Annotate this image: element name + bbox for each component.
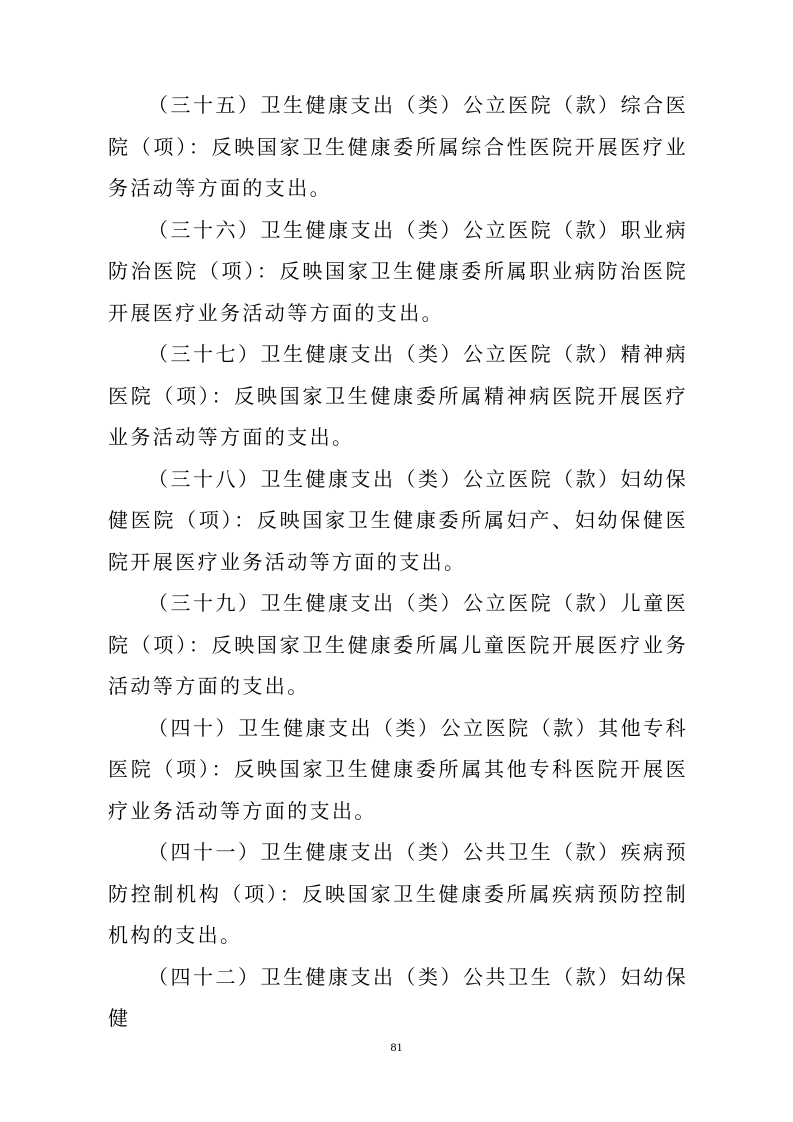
document-body	[108, 85, 688, 1040]
paragraph-42: （四十二）卫生健康支出（类）公共卫生（款）妇幼保健	[108, 964, 688, 1030]
paragraph-39: （三十九）卫生健康支出（类）公立医院（款）儿童医院（项）：反映国家卫生健康委所属儿童医院开展医疗业务活动等方面的支出。	[108, 591, 688, 698]
paragraph-35: （三十五）卫生健康支出（类）公立医院（款）综合医院（项）：反映国家卫生健康委所属综合性医院开展医疗业务活动等方面的支出。	[108, 93, 688, 200]
paragraph-38: （三十八）卫生健康支出（类）公立医院（款）妇幼保健医院（项）：反映国家卫生健康委所属妇产、妇幼保健医院开展医疗业务活动等方面的支出。	[108, 466, 688, 574]
paragraph-36: （三十六）卫生健康支出（类）公立医院（款）职业病防治医院（项）：反映国家卫生健康委所属职业病防治医院开展医疗业务活动等方面的支出。	[108, 217, 688, 325]
paragraph-41: （四十一）卫生健康支出（类）公共卫生（款）疾病预防控制机构（项）：反映国家卫生健康委所属疾病预防控制机构的支出。	[108, 840, 688, 947]
paragraph-40: （四十）卫生健康支出（类）公立医院（款）其他专科医院（项）：反映国家卫生健康委所属其他专科医院开展医疗业务活动等方面的支出。	[108, 715, 688, 823]
page-number: 81	[390, 1040, 403, 1054]
paragraph-37: （三十七）卫生健康支出（类）公立医院（款）精神病医院（项）：反映国家卫生健康委所属精神病医院开展医疗业务活动等方面的支出。	[108, 342, 688, 449]
